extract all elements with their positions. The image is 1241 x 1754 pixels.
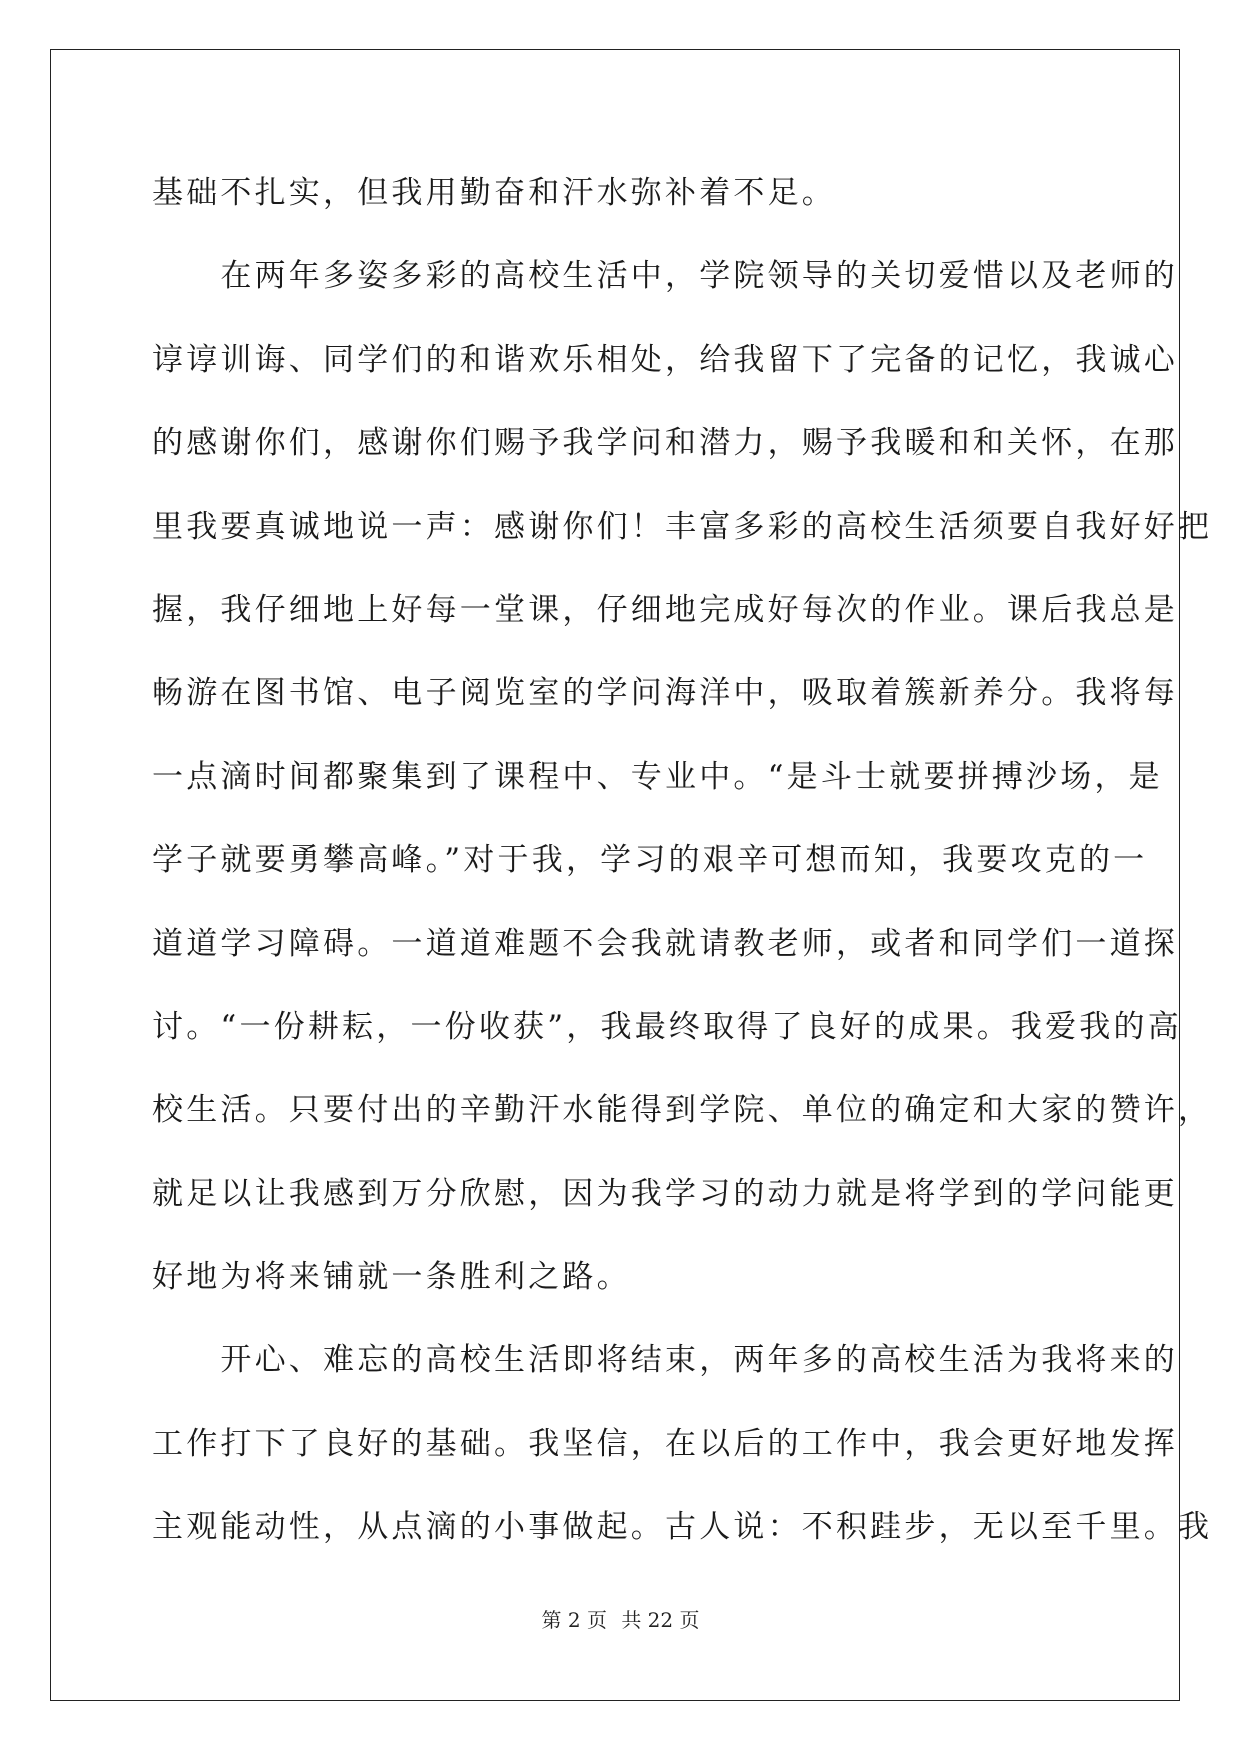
text-line: 讨。“一份耕耘，一份收获”，我最终取得了良好的成果。我爱我的高 xyxy=(152,1008,1182,1045)
text-line: 谆谆训诲、同学们的和谐欢乐相处，给我留下了完备的记忆，我诚心 xyxy=(152,341,1178,378)
text-line: 里我要真诚地说一声：感谢你们！丰富多彩的高校生活须要自我好好把 xyxy=(152,508,1213,545)
page-number: 第 2 页 xyxy=(541,1608,607,1632)
page-total: 共 22 页 xyxy=(621,1608,700,1632)
text-line: 好地为将来铺就一条胜利之路。 xyxy=(152,1259,631,1296)
text-line: 工作打下了良好的基础。我坚信，在以后的工作中，我会更好地发挥 xyxy=(152,1425,1178,1462)
text-line: 就足以让我感到万分欣慰，因为我学习的动力就是将学到的学问能更 xyxy=(152,1175,1178,1212)
text-line: 开心、难忘的高校生活即将结束，两年多的高校生活为我将来的 xyxy=(152,1342,1178,1379)
text-line: 基础不扎实，但我用勤奋和汗水弥补着不足。 xyxy=(152,175,836,211)
text-line: 一点滴时间都聚集到了课程中、专业中。“是斗士就要拼搏沙场，是 xyxy=(152,758,1163,795)
text-line: 握，我仔细地上好每一堂课，仔细地完成好每次的作业。课后我总是 xyxy=(152,591,1178,628)
document-body xyxy=(152,152,1213,1570)
text-line: 道道学习障碍。一道道难题不会我就请教老师，或者和同学们一道探 xyxy=(152,925,1178,962)
text-line: 主观能动性，从点滴的小事做起。古人说：不积跬步，无以至千里。我 xyxy=(152,1509,1213,1546)
text-line: 畅游在图书馆、电子阅览室的学问海洋中，吸取着簇新养分。我将每 xyxy=(152,675,1178,712)
page-footer xyxy=(0,1604,1241,1633)
text-line: 在两年多姿多彩的高校生活中，学院领导的关切爱惜以及老师的 xyxy=(152,258,1178,295)
text-line: 的感谢你们，感谢你们赐予我学问和潜力，赐予我暖和和关怀，在那 xyxy=(152,425,1178,462)
text-line: 校生活。只要付出的辛勤汗水能得到学院、单位的确定和大家的赞许， xyxy=(152,1092,1213,1129)
text-line: 学子就要勇攀高峰。”对于我，学习的艰辛可想而知，我要攻克的一 xyxy=(152,842,1148,879)
